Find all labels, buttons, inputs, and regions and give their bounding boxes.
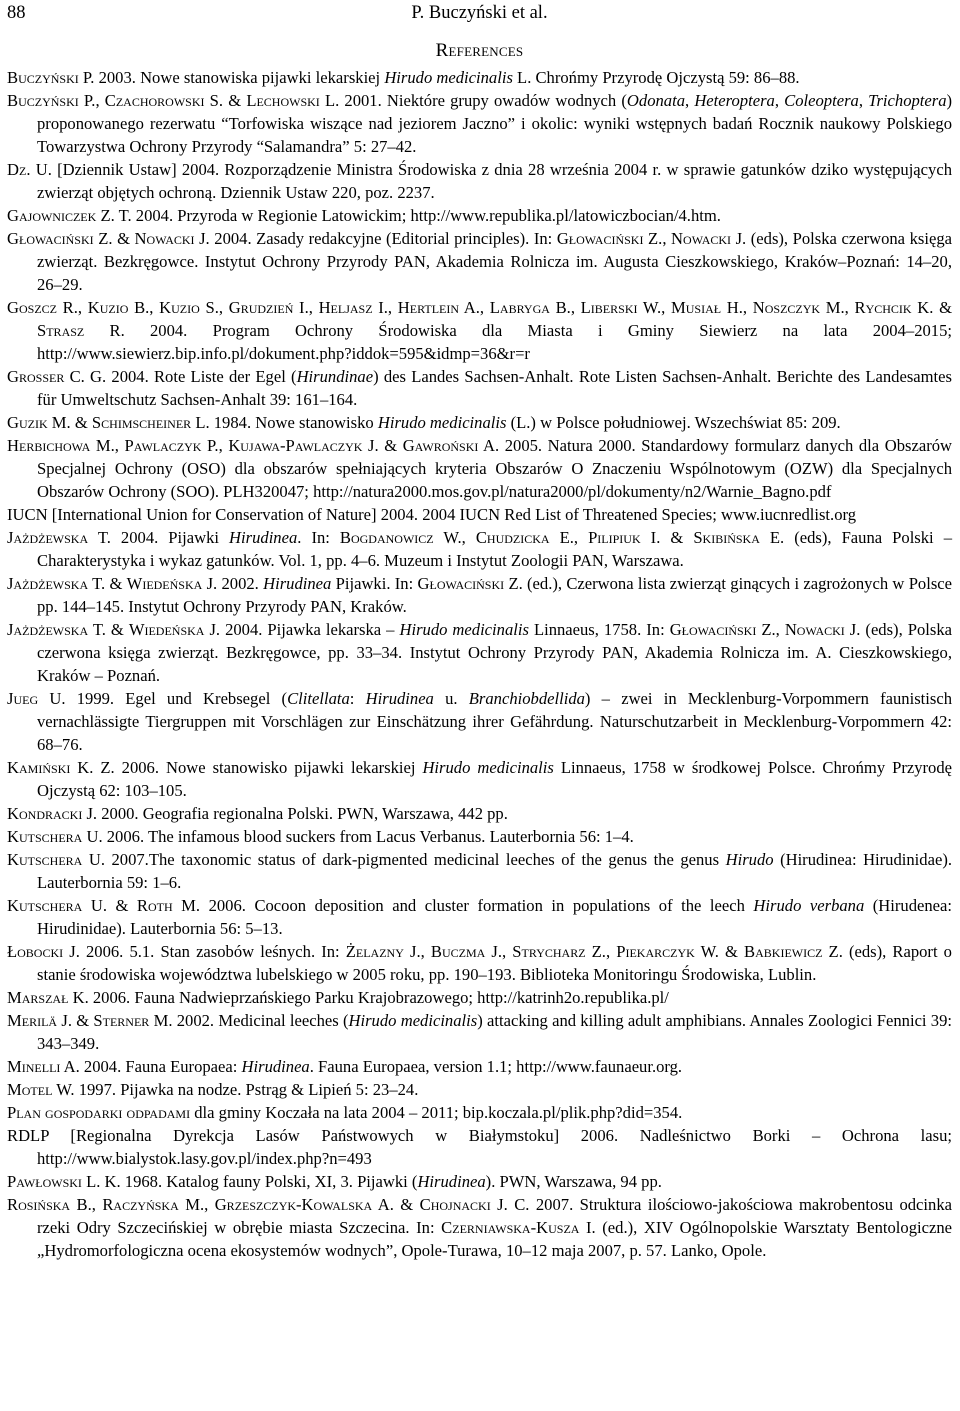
reference-entry: Guzik M. & Schimscheiner L. 1984. Nowe stanowisko Hirudo medicinalis (L.) w Polsce południowej. Wszechświat 85: 209. [7, 413, 841, 432]
reference-entry: IUCN [International Union for Conservation of Nature] 2004. 2004 IUCN Red List of Threatened Species; www.iucnredlist.org [7, 505, 857, 524]
reference-entry: Buczyński P., Czachorowski S. & Lechowski L. 2001. Niektóre grupy owadów wodnych (Odonata, Heteroptera, Coleoptera, Trichoptera) proponowanego rezerwatu “Torfowiska wiszące nad jeziorem Jaczno” i okolic: wyniki wstępnych badań Rocznik naukowy Polskiego Towarzystwa Ochrony Przyrody “Salamandra” 5: 27–42. [7, 91, 953, 156]
reference-entry: Łobocki J. 2006. 5.1. Stan zasobów leśnych. In: Żelazny J., Buczma J., Strycharz Z., Piekarczyk W. & Babkiewicz Z. (eds), Raport o stanie środowiska województwa lubelskiego w 2005 roku, pp. 190–193. Biblioteka Monitoringu Środowiska, Lublin. [7, 942, 952, 984]
page-header [7, 0, 952, 30]
reference-entry: Kutschera U. 2007.The taxonomic status of dark-pigmented medicinal leeches of the genus the genus Hirudo (Hirudinea: Hirudinidae). Lauterbornia 59: 1–6. [7, 850, 952, 892]
reference-entry: Grosser C. G. 2004. Rote Liste der Egel (Hirundinae) des Landes Sachsen-Anhalt. Rote Listen Sachsen-Anhalt. Berichte des Landesamtes für Umweltschutz Sachsen-Anhalt 39: 161–164. [7, 367, 952, 409]
reference-entry: Minelli A. 2004. Fauna Europaea: Hirudinea. Fauna Europaea, version 1.1; http://www.faunaeur.org. [7, 1057, 683, 1076]
reference-entry: Pawłowski L. K. 1968. Katalog fauny Polski, XI, 3. Pijawki (Hirudinea). PWN, Warszawa, 94 pp. [7, 1172, 662, 1191]
reference-entry: Głowaciński Z. & Nowacki J. 2004. Zasady redakcyjne (Editorial principles). In: Głowaciński Z., Nowacki J. (eds), Polska czerwona księga zwierząt. Bezkręgowce. Instytut Ochrony Przyrody PAN, Akademia Rolnicza im. Augusta Cieszkowskiego, Kraków–Poznań: 14–20, 26–29. [7, 229, 952, 294]
reference-entry: Kutschera U. & Roth M. 2006. Cocoon deposition and cluster formation in populations of the leech Hirudo verbana (Hirudenea: Hirudinidae). Lauterbornia 56: 5–13. [7, 896, 953, 938]
reference-entry: Dz. U. [Dziennik Ustaw] 2004. Rozporządzenie Ministra Środowiska z dnia 28 września 2004 r. w sprawie gatunków dziko występujących zwierząt objętych ochroną. Dziennik Ustaw 220, poz. 2237. [7, 160, 952, 202]
reference-entry: RDLP [Regionalna Dyrekcja Lasów Państwowych w Białymstoku] 2006. Nadleśnictwo Borki – Ochrona lasu; http://www.bialystok.lasy.gov.pl/index.php?n=493 [7, 1126, 952, 1168]
reference-entry: Kutschera U. 2006. The infamous blood suckers from Lacus Verbanus. Lauterbornia 56: 1–4. [7, 827, 634, 846]
reference-entry: Jażdżewska T. & Wiedeńska J. 2002. Hirudinea Pijawki. In: Głowaciński Z. (ed.), Czerwona lista zwierząt ginących i zagrożonych w Polsce pp. 144–145. Instytut Ochrony Przyrody PAN, Kraków. [7, 574, 953, 616]
document-page [7, 0, 952, 1262]
reference-entry: Kamiński K. Z. 2006. Nowe stanowisko pijawki lekarskiej Hirudo medicinalis Linnaeus, 1758 w środkowej Polsce. Chrońmy Przyrodę Ojczystą 62: 103–105. [7, 758, 952, 800]
reference-entry: Buczyński P. 2003. Nowe stanowiska pijawki lekarskiej Hirudo medicinalis L. Chrońmy Przyrodę Ojczystą 59: 86–88. [7, 68, 800, 87]
reference-entry: Kondracki J. 2000. Geografia regionalna Polski. PWN, Warszawa, 442 pp. [7, 804, 508, 823]
reference-entry: Herbichowa M., Pawlaczyk P., Kujawa-Pawlaczyk J. & Gawroński A. 2005. Natura 2000. Standardowy formularz danych dla Obszarów Specjalnej Ochrony (OSO) dla obszarów spełniających kryteria Obszarów O Znaczeniu Wspólnotowym (OZW) dla Specjalnych Obszarów Ochrony (SOO). PLH320047; http://natura2000.mos.gov.pl/natura2000/pl/dokumenty/n2/Warnie_Bagno.pdf [7, 436, 952, 501]
reference-entry: Goszcz R., Kuzio B., Kuzio S., Grudzień I., Heljasz I., Hertlein A., Labryga B., Liberski W., Musiał H., Noszczyk M., Rychcik K. & Strasz R. 2004. Program Ochrony Środowiska dla Miasta i Gminy Siewierz na lata 2004–2015; http://www.siewierz.bip.info.pl/dokument.php?iddok=595&idmp=36&r=r [7, 298, 953, 363]
reference-entry: Merilä J. & Sterner M. 2002. Medicinal leeches (Hirudo medicinalis) attacking and killing adult amphibians. Annales Zoologici Fennici 39: 343–349. [7, 1011, 953, 1053]
reference-entry: Rosińska B., Raczyńska M., Grzeszczyk-Kowalska A. & Chojnacki J. C. 2007. Struktura ilościowo-jakościowa makrobentosu odcinka rzeki Odry Szczecińskiej w obrębie miasta Szczecina. In: Czerniawska-Kusza I. (ed.), XIV Ogólnopolskie Warsztaty Bentologiczne „Hydromorfologiczna ocena ekosystemów wodnych”, Opole-Turawa, 10–12 maja 2007, p. 57. Lanko, Opole. [7, 1195, 952, 1260]
page-number: 88 [7, 3, 26, 23]
reference-entry: Gajowniczek Z. T. 2004. Przyroda w Regionie Latowickim; http://www.republika.pl/latowiczbocian/4.htm. [7, 206, 721, 225]
reference-entry: Jażdżewska T. & Wiedeńska J. 2004. Pijawka lekarska – Hirudo medicinalis Linnaeus, 1758. In: Głowaciński Z., Nowacki J. (eds), Polska czerwona księga zwierząt. Bezkręgowce, pp. 33–34. Instytut Ochrony Przyrody PAN, Akademia Rolnicza im. A. Cieszkowskiego, Kraków – Poznań. [7, 620, 952, 685]
reference-list [7, 66, 952, 1262]
reference-entry: Plan gospodarki odpadami dla gminy Koczała na lata 2004 – 2011; bip.koczala.pl/plik.php?did=354. [7, 1103, 683, 1122]
running-head: P. Buczyński et al. [411, 3, 548, 23]
reference-entry: Jażdżewska T. 2004. Pijawki Hirudinea. In: Bogdanowicz W., Chudzicka E., Pilipiuk I. & Skibińska E. (eds), Fauna Polski – Charakterystyka i wykaz gatunków. Vol. 1, pp. 4–6. Muzeum i Instytut Zoologii PAN, Warszawa. [7, 528, 952, 570]
reference-entry: Marszał K. 2006. Fauna Nadwieprzańskiego Parku Krajobrazowego; http://katrinh2o.republika.pl/ [7, 988, 669, 1007]
reference-entry: Jueg U. 1999. Egel und Krebsegel (Clitellata: Hirudinea u. Branchiobdellida) – zwei in Mecklenburg-Vorpommern faunistisch vernachlässigte Tiergruppen mit Vorschlägen zur Einschätzung ihrer Gefährdung. Naturschutzarbeit in Mecklenburg-Vorpommern 42: 68–76. [7, 689, 952, 754]
reference-entry: Motel W. 1997. Pijawka na nodze. Pstrąg & Lipień 5: 23–24. [7, 1080, 419, 1099]
section-title: References [435, 40, 524, 61]
